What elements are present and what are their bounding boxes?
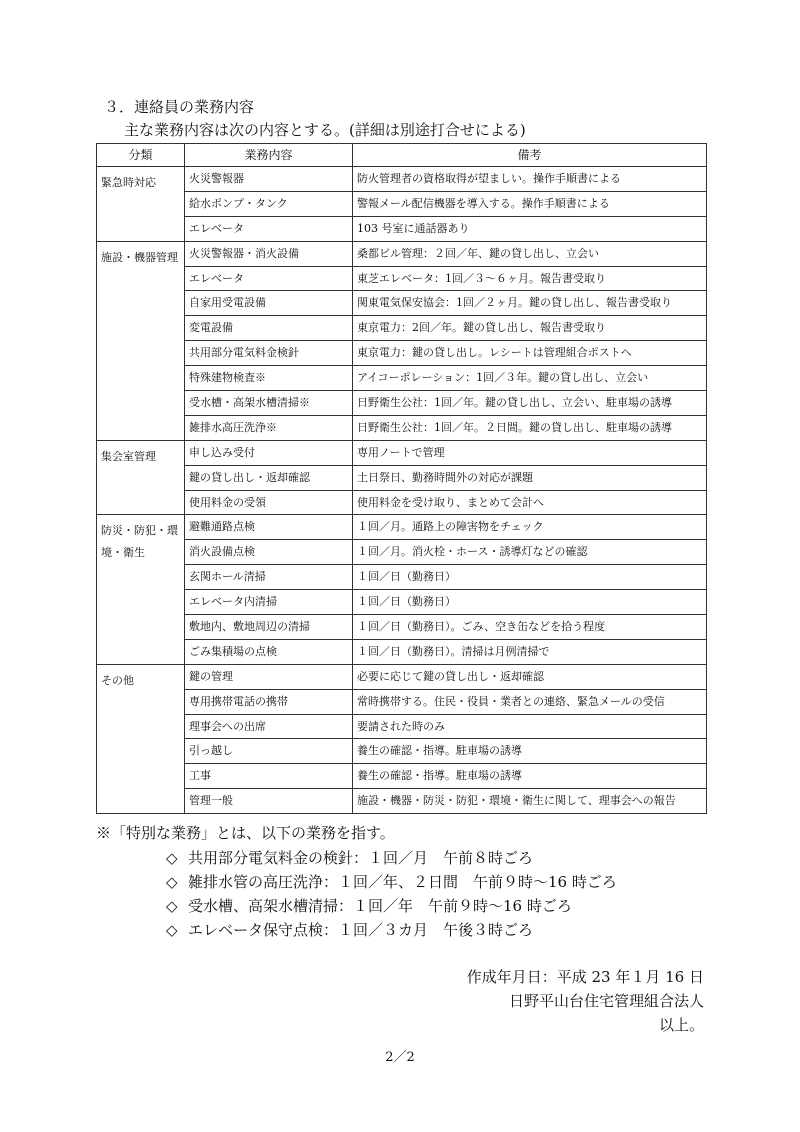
table-row [97, 167, 707, 192]
note-cell: アイコーポレーション：1回／３年。鍵の貸し出し、立会い [353, 366, 707, 391]
table-row [97, 366, 707, 391]
diamond-bullet-icon: ◇ [166, 921, 178, 939]
task-cell: 火災警報器・消火設備 [185, 241, 353, 266]
table-row [97, 241, 707, 266]
note-cell: 桑都ビル管理：２回／年、鍵の貸し出し、立会い [353, 241, 707, 266]
closing-text: 以上。 [658, 1016, 704, 1034]
task-cell: 鍵の貸し出し・返却確認 [185, 465, 353, 490]
note-cell: 養生の確認・指導。駐車場の誘導 [353, 739, 707, 764]
task-cell: 変電設備 [185, 316, 353, 341]
header-category: 分類 [97, 144, 185, 167]
note-cell: 要請された時のみ [353, 714, 707, 739]
table-row [97, 440, 707, 465]
task-cell: 専用携帯電話の携帯 [185, 689, 353, 714]
page-number: 2／2 [385, 1050, 415, 1065]
note-cell: 東京電力：鍵の貸し出し。レシートは管理組合ポストへ [353, 341, 707, 366]
note-cell: １回／日（勤務日） [353, 590, 707, 615]
diamond-bullet-icon: ◇ [166, 873, 178, 891]
note-cell: １回／日（勤務日）。ごみ、空き缶などを拾う程度 [353, 615, 707, 640]
list-item [166, 918, 617, 942]
list-item-text: 雑排水管の高圧洗浄：１回／年、２日間 午前９時～16 時ごろ [188, 873, 617, 891]
header-note: 備考 [353, 144, 707, 167]
table-row [97, 565, 707, 590]
note-cell: 東京電力：2回／年。鍵の貸し出し、報告書受取り [353, 316, 707, 341]
note-cell: 日野衛生公社：1回／年。２日間。鍵の貸し出し、駐車場の誘導 [353, 415, 707, 440]
table-row [97, 191, 707, 216]
diamond-bullet-icon: ◇ [166, 897, 178, 915]
category-cell: 防災・防犯・環境・衛生 [97, 515, 185, 664]
task-cell: 使用料金の受領 [185, 490, 353, 515]
note-cell: 養生の確認・指導。駐車場の誘導 [353, 764, 707, 789]
list-item [166, 894, 617, 918]
note-cell: 常時携帯する。住民・役員・業者との連絡、緊急メールの受信 [353, 689, 707, 714]
task-cell: 消火設備点検 [185, 540, 353, 565]
table-body [97, 167, 707, 814]
note-cell: 土日祭日、勤務時間外の対応が課題 [353, 465, 707, 490]
category-cell: 緊急時対応 [97, 167, 185, 242]
task-cell: 鍵の管理 [185, 664, 353, 689]
note-cell: 専用ノートで管理 [353, 440, 707, 465]
note-cell: 日野衛生公社：1回／年。鍵の貸し出し、立会い、駐車場の誘導 [353, 391, 707, 416]
table-row [97, 291, 707, 316]
category-cell: 集会室管理 [97, 440, 185, 515]
task-cell: 避難通路点検 [185, 515, 353, 540]
task-cell: 火災警報器 [185, 167, 353, 192]
table-row [97, 515, 707, 540]
table-row [97, 739, 707, 764]
list-item [166, 870, 617, 894]
task-cell: エレベータ内清掃 [185, 590, 353, 615]
table-row [97, 266, 707, 291]
note-cell: １回／月。消火栓・ホース・誘導灯などの確認 [353, 540, 707, 565]
section-title: ３．連絡員の業務内容 [104, 98, 255, 116]
table-row [97, 615, 707, 640]
creation-date: 作成年月日：平成 23 年１月 16 日 [466, 968, 704, 986]
special-note-heading: ※「特別な業務」とは、以下の業務を指す。 [96, 824, 395, 842]
task-cell: ごみ集積場の点検 [185, 639, 353, 664]
table-row [97, 590, 707, 615]
task-cell: 受水槽・高架水槽清掃※ [185, 391, 353, 416]
list-item-text: 共用部分電気料金の検針：１回／月 午前８時ごろ [188, 849, 534, 867]
table-header-row [97, 144, 707, 167]
table-row [97, 664, 707, 689]
category-cell: その他 [97, 664, 185, 813]
table-row [97, 216, 707, 241]
list-item-text: 受水槽、高架水槽清掃：１回／年 午前９時～16 時ごろ [188, 897, 572, 915]
note-cell: 施設・機器・防災・防犯・環境・衛生に関して、理事会への報告 [353, 789, 707, 814]
header-task: 業務内容 [185, 144, 353, 167]
task-cell: 工事 [185, 764, 353, 789]
note-cell: 関東電気保安協会：1回／２ヶ月。鍵の貸し出し、報告書受取り [353, 291, 707, 316]
note-cell: 東芝エレベータ：1回／３～６ヶ月。報告書受取り [353, 266, 707, 291]
task-cell: 玄関ホール清掃 [185, 565, 353, 590]
list-item [166, 846, 617, 870]
table-row [97, 490, 707, 515]
list-item-text: エレベータ保守点検：１回／３カ月 午後３時ごろ [188, 921, 534, 939]
task-cell: エレベータ [185, 216, 353, 241]
table-row [97, 415, 707, 440]
task-cell: 特殊建物検査※ [185, 366, 353, 391]
task-cell: 雑排水高圧洗浄※ [185, 415, 353, 440]
note-cell: 103 号室に通話器あり [353, 216, 707, 241]
task-cell: 理事会への出席 [185, 714, 353, 739]
duty-table [96, 143, 707, 814]
task-cell: エレベータ [185, 266, 353, 291]
task-cell: 共用部分電気料金検針 [185, 341, 353, 366]
note-cell: １回／日（勤務日）。清掃は月例清掃で [353, 639, 707, 664]
table-row [97, 689, 707, 714]
task-cell: 管理一般 [185, 789, 353, 814]
note-cell: 警報メール配信機器を導入する。操作手順書による [353, 191, 707, 216]
task-cell: 自家用受電設備 [185, 291, 353, 316]
note-cell: １回／日（勤務日） [353, 565, 707, 590]
table-row [97, 465, 707, 490]
intro-text: 主な業務内容は次の内容とする。(詳細は別途打合せによる) [124, 121, 526, 139]
signature-block [467, 965, 704, 1037]
note-cell: 使用料金を受け取り、まとめて会計へ [353, 490, 707, 515]
table-row [97, 764, 707, 789]
special-note-list [166, 846, 617, 942]
note-cell: 防火管理者の資格取得が望ましい。操作手順書による [353, 167, 707, 192]
table-row [97, 540, 707, 565]
note-cell: 必要に応じて鍵の貸し出し・返却確認 [353, 664, 707, 689]
table-row [97, 639, 707, 664]
table-row [97, 789, 707, 814]
task-cell: 敷地内、敷地周辺の清掃 [185, 615, 353, 640]
diamond-bullet-icon: ◇ [166, 849, 178, 867]
task-cell: 給水ポンプ・タンク [185, 191, 353, 216]
organization-name: 日野平山台住宅管理組合法人 [508, 992, 704, 1010]
note-cell: １回／月。通路上の障害物をチェック [353, 515, 707, 540]
task-cell: 申し込み受付 [185, 440, 353, 465]
table-row [97, 714, 707, 739]
table-row [97, 316, 707, 341]
table-row [97, 391, 707, 416]
task-cell: 引っ越し [185, 739, 353, 764]
table-row [97, 341, 707, 366]
category-cell: 施設・機器管理 [97, 241, 185, 440]
